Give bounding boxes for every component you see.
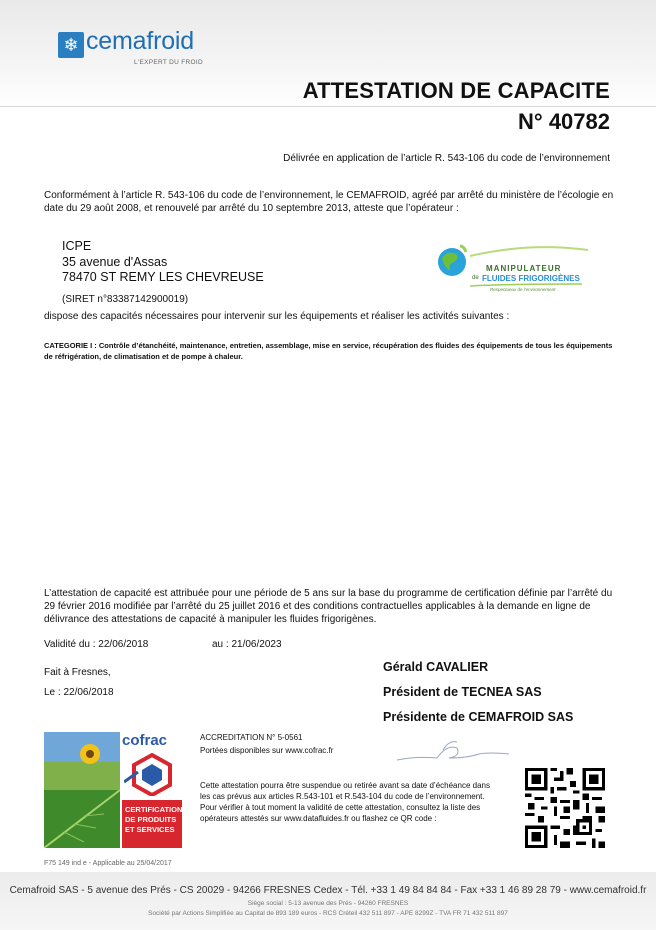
- validity-from: Validité du : 22/06/2018: [44, 639, 149, 650]
- intro-paragraph: Conformément à l’article R. 543-106 du code de l’environnement, le CEMAFROID, agréé par arrêté du ministère de l’écologie en date du 29 août 2008, et renouvelé par arrêté du 10 septembre 2013, atteste que l’opérateur :: [44, 190, 614, 214]
- operator-street: 35 avenue d'Assas: [62, 255, 168, 269]
- cofrac-logo: [122, 732, 182, 848]
- made-date: Le : 22/06/2018: [44, 687, 114, 698]
- signatory-role-tecnea: Président de TECNEA SAS: [383, 685, 542, 699]
- badge-prefix: de: [472, 275, 479, 281]
- operator-siret: (SIRET n°83387142900019): [62, 294, 189, 305]
- qr-code[interactable]: [525, 768, 605, 848]
- badge-line1: MANIPULATEUR: [486, 264, 562, 273]
- document-title: ATTESTATION DE CAPACITE: [302, 78, 610, 103]
- accreditation-scope: Portées disponibles sur www.cofrac.fr: [200, 746, 334, 755]
- brand-logo: cemafroid: [86, 27, 194, 55]
- period-paragraph: L’attestation de capacité est attribuée pour une période de 5 ans sur la base du programme de certification définie par l’arrêté du 29 février 2016 modifiée par l’arrêté du 25 juillet 2016 et des conditions contractuelles applicables à la demande en ligne de délivrance des attestations de capacité à manipuler les fluides frigorigènes.: [44, 588, 613, 625]
- footer-legal: Société par Actions Simplifiée au Capital de 893 189 euros - RCS Créteil 432 511 897 - APE 8299Z - TVA FR 71 432 511 897: [148, 910, 508, 917]
- signature: [395, 736, 515, 766]
- operator-name: ICPE: [62, 239, 92, 253]
- cofrac-hexagon-icon: [124, 752, 180, 796]
- cofrac-cert-line2: DE PRODUITS: [125, 815, 177, 824]
- snowflake-icon: ❄: [58, 32, 84, 58]
- attestation-number: N° 40782: [518, 109, 610, 134]
- header-divider: [0, 106, 656, 107]
- footer-headquarters: Siège social : 5-13 avenue des Prés - 94260 FRESNES: [247, 900, 409, 907]
- capacity-statement: dispose des capacités nécessaires pour intervenir sur les équipements et réaliser les activités suivantes :: [44, 311, 510, 322]
- nature-photo: [44, 732, 120, 848]
- cofrac-cert-line3: ET SERVICES: [125, 825, 175, 834]
- category-description: CATEGORIE I : Contrôle d’étanchéité, maintenance, entretien, assemblage, mise en service, récupération des fluides des équipements de tous les équipements de réfrigération, de climatisation et de pompe à chaleur.: [44, 341, 613, 361]
- badge-line3: Respectueux de l'environnement: [490, 287, 556, 292]
- legal-basis: Délivrée en application de l’article R. 543-106 du code de l’environnement: [283, 153, 610, 164]
- form-reference: F75 149 ind e - Applicable au 25/04/2017: [44, 860, 172, 867]
- signatory-name: Gérald CAVALIER: [383, 660, 489, 674]
- fluides-frigorigenes-badge: [430, 240, 590, 298]
- made-at: Fait à Fresnes,: [44, 667, 111, 678]
- operator-city: 78470 ST REMY LES CHEVREUSE: [62, 270, 264, 284]
- badge-line2: FLUIDES FRIGORIGÈNES: [482, 274, 580, 283]
- footer-address: Cemafroid SAS - 5 avenue des Prés - CS 20029 - 94266 FRESNES Cedex - Tél. +33 1 49 84 84 84 - Fax +33 1 46 89 28 79 - www.cemafroid.fr: [9, 885, 647, 896]
- brand-tagline: L'EXPERT DU FROID: [134, 59, 203, 66]
- suspension-notice: Cette attestation pourra être suspendue ou retirée avant sa date d’échéance dans les cas prévus aux articles R.543-101 et R.543-104 du code de l’environnement. Pour vérifier à tout moment la validité de cette attestation, consultez la liste des opérateurs attestés sur www.datafluides.fr ou flashez ce QR code :: [200, 781, 490, 823]
- validity-to: au : 21/06/2023: [212, 639, 282, 650]
- signatory-role-cemafroid: Présidente de CEMAFROID SAS: [383, 710, 574, 724]
- cofrac-cert-line1: CERTIFICATION: [125, 805, 183, 814]
- cofrac-wordmark: cofrac: [122, 732, 168, 749]
- accreditation-number: ACCREDITATION N° 5-0561: [200, 733, 303, 742]
